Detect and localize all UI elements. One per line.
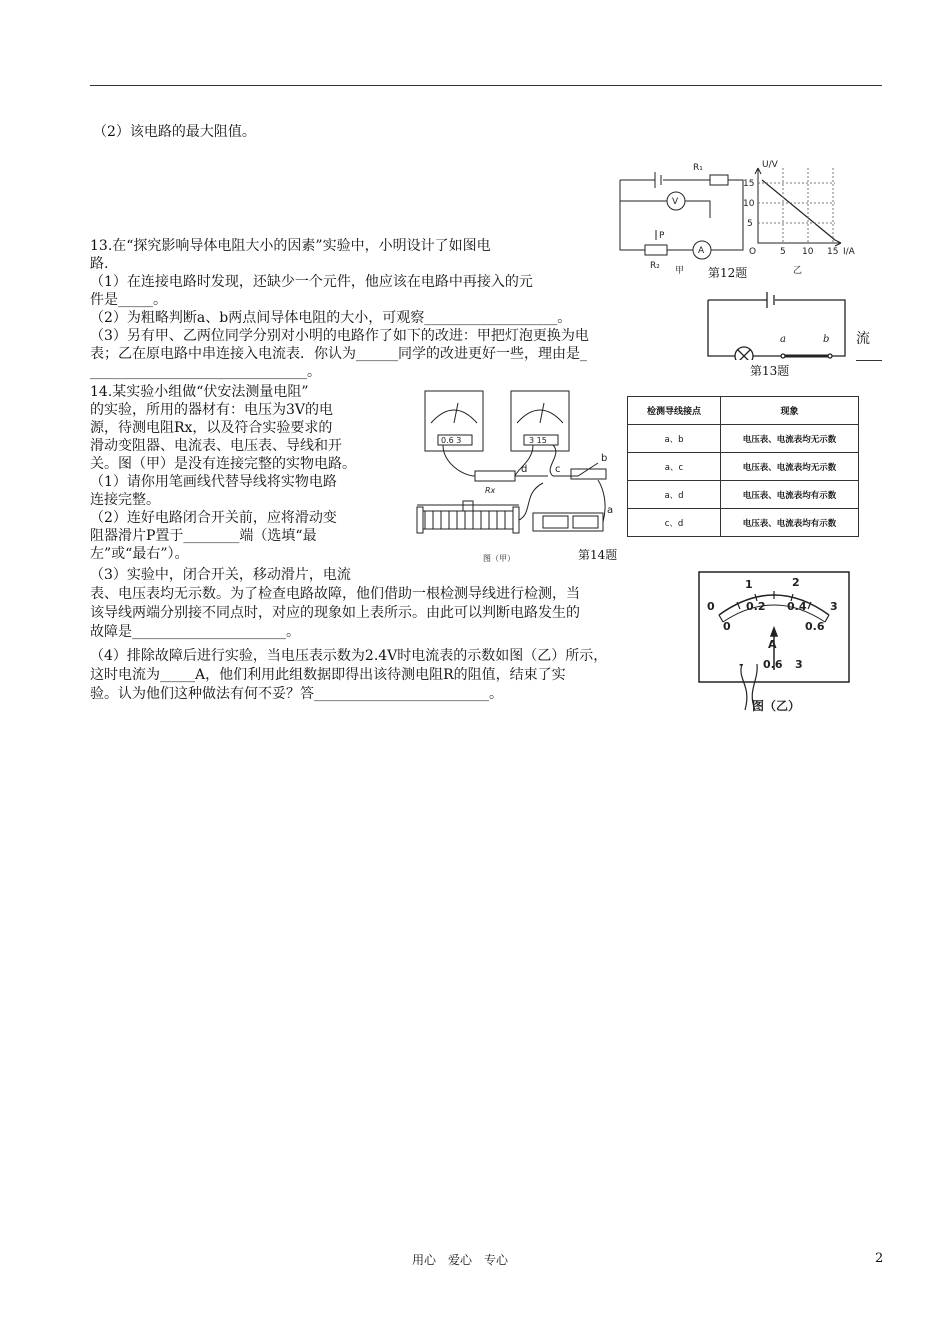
- q14-line: 验。认为他们这种做法有何不妥？答_________________________。: [90, 686, 503, 702]
- voltmeter-terminals: 3 15: [529, 436, 547, 445]
- q14-line: 连接完整。: [90, 492, 160, 508]
- q13-line: _______________________________。: [90, 364, 321, 380]
- table-header: 现象: [721, 397, 859, 425]
- dial-top-tick: 0: [707, 600, 715, 613]
- dial-bottom-tick: 0: [723, 620, 731, 633]
- q14-line: 14.某实验小组做“伏安法测量电阻”: [90, 384, 309, 400]
- point-c-label: c: [555, 464, 561, 475]
- q14-ammeter-dial: [697, 570, 852, 718]
- point-b-label: b: [823, 334, 830, 345]
- slider-label: P: [659, 231, 665, 241]
- q12-caption: 第12题: [708, 266, 748, 280]
- q14-line: （4）排除故障后进行实验，当电压表示数为2.4V时电流表的示数如图（乙）所示，: [90, 648, 608, 664]
- q14-line: （3）实验中，闭合开关，移动滑片，电流: [90, 567, 351, 583]
- table-row: [628, 425, 859, 453]
- fig-yi-label: 图（乙）: [752, 699, 801, 713]
- q14-line: 左”或“最右”）。: [90, 546, 189, 562]
- q13-line: 路.: [90, 256, 109, 272]
- r1-label: R₁: [693, 163, 703, 173]
- q13-line: （1）在连接电路时发现，还缺少一个元件，他应该在电路中再接入的元: [90, 274, 533, 290]
- detection-table: [627, 396, 859, 537]
- r2-label: R₂: [650, 261, 660, 271]
- q14-line: 该导线两端分别接不同点时，对应的现象如上表所示。由此可以判断电路发生的: [90, 605, 580, 621]
- graph-ytick: 5: [747, 219, 753, 229]
- table-cell: 电压表、电流表均有示数: [721, 481, 859, 509]
- q13-figure: [705, 290, 850, 360]
- q14-line: （1）请你用笔画线代替导线将实物电路: [90, 474, 337, 490]
- fig-jia-label: 图（甲）: [483, 554, 515, 563]
- rx-label: Rx: [485, 486, 496, 495]
- dial-top-tick: 3: [830, 600, 838, 613]
- q14-line: 表、电压表均无示数。为了检查电路故障，他们借助一根检测导线进行检测，当: [90, 586, 580, 602]
- voltmeter-label: V: [672, 197, 679, 207]
- q14-line: 关。图（甲）是没有连接完整的实物电路。: [90, 456, 356, 472]
- q14-line: 这时电流为_____A，他们利用此组数据即得出该待测电阻R的阻值，结束了实: [90, 667, 566, 683]
- dial-bottom-tick: 0.6: [805, 620, 825, 633]
- footer-motto: 用心 爱心 专心: [412, 1253, 509, 1267]
- q14-caption: 第14题: [578, 548, 618, 562]
- page-number: 2: [875, 1251, 884, 1266]
- dial-unit: A: [768, 638, 777, 651]
- q12-sub2: （2）该电路的最大阻值。: [93, 124, 256, 140]
- q14-line: （2）连好电路闭合开关前，应将滑动变: [90, 510, 337, 526]
- table-cell: 电压表、电流表均无示数: [721, 453, 859, 481]
- point-d-label: d: [521, 464, 528, 475]
- graph-xtick: 5: [780, 247, 786, 257]
- q14-line: 故障是______________________。: [90, 624, 300, 640]
- table-header-row: [628, 397, 859, 425]
- dial-top-tick: 1: [745, 578, 753, 591]
- table-cell: a、c: [628, 453, 721, 481]
- q13-side-text: 流: [856, 331, 870, 347]
- table-cell: a、d: [628, 481, 721, 509]
- table-row: [628, 481, 859, 509]
- dial-bottom-tick: 0.2: [746, 600, 766, 613]
- table-cell: c、d: [628, 509, 721, 537]
- point-a-label: a: [607, 505, 614, 516]
- dial-terminal-3: 3: [795, 658, 803, 671]
- graph-xtick: 10: [802, 247, 814, 257]
- dial-terminal-06: 0.6: [763, 658, 783, 671]
- point-b-label: b: [601, 453, 608, 464]
- graph-ylabel: U/V: [762, 160, 778, 170]
- graph-ytick: 10: [743, 199, 755, 209]
- yi-label: 乙: [793, 266, 803, 276]
- q13-line: 表；乙在原电路中串连接入电流表．你认为______同学的改进更好一些，理由是_: [90, 346, 587, 362]
- q14-line: 源，待测电阻Rx，以及符合实验要求的: [90, 420, 333, 436]
- point-a-label: a: [780, 334, 786, 345]
- dial-top-tick: 2: [792, 576, 800, 589]
- q14-figure-jia: [403, 383, 618, 568]
- graph-xlabel: I/A: [843, 247, 855, 257]
- header-rule: [90, 85, 882, 86]
- q13-caption: 第13题: [750, 364, 790, 378]
- table-cell: a、b: [628, 425, 721, 453]
- q13-line: （3）另有甲、乙两位同学分别对小明的电路作了如下的改进：甲把灯泡更换为电: [90, 328, 589, 344]
- table-cell: 电压表、电流表均无示数: [721, 425, 859, 453]
- q14-line: 的实验，所用的器材有：电压为3V的电: [90, 402, 334, 418]
- ammeter-terminals: 0.6 3: [441, 436, 462, 445]
- table-header: 检测导线接点: [628, 397, 721, 425]
- graph-origin: O: [749, 247, 757, 257]
- q13-line: （2）为粗略判断a、b两点间导体电阻的大小，可观察___________________。: [90, 310, 572, 326]
- q13-line: 13.在“探究影响导体电阻大小的因素”实验中，小明设计了如图电: [90, 238, 491, 254]
- jia-label: 甲: [675, 266, 685, 276]
- table-cell: 电压表、电流表均有示数: [721, 509, 859, 537]
- graph-xtick: 15: [827, 247, 839, 257]
- q14-line: 滑动变阻器、电流表、电压表、导线和开: [90, 438, 342, 454]
- q13-side-rule: [856, 360, 882, 361]
- graph-ytick: 15: [743, 179, 755, 189]
- q14-line: 阻器滑片P置于________端（选填“最: [90, 528, 317, 544]
- dial-bottom-tick: 0.4: [787, 600, 807, 613]
- table-row: [628, 509, 859, 537]
- q13-line: 件是_____。: [90, 292, 167, 308]
- dial-minus-terminal: -: [739, 658, 744, 671]
- table-row: [628, 453, 859, 481]
- ammeter-label: A: [698, 246, 705, 256]
